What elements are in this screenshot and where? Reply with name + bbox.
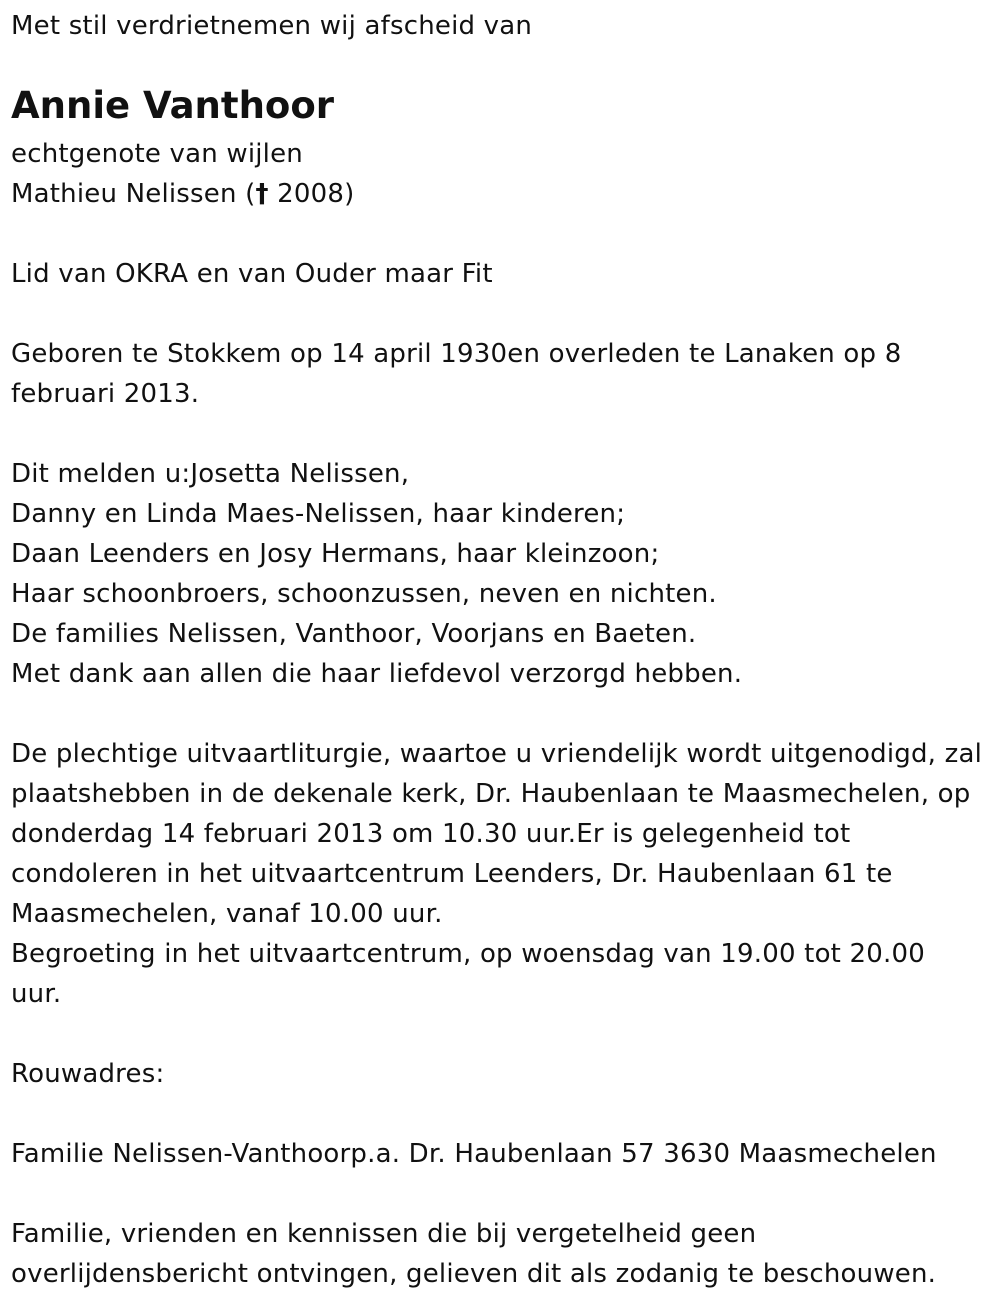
spouse-name — [11, 174, 354, 214]
birth-death-line: Geboren te Stokkem op 14 april 1930en overleden te Lanaken op 8 — [11, 339, 902, 369]
spouse-name-suffix: 2008) — [268, 179, 355, 209]
announcer-line: Haar schoonbroers, schoonzussen, neven en nichten. — [11, 579, 717, 609]
address-label: Rouwadres: — [11, 1059, 165, 1089]
ceremony-line: condoleren in het uitvaartcentrum Leenders, Dr. Haubenlaan 61 te — [11, 859, 893, 889]
birth-death-line: februari 2013. — [11, 379, 200, 409]
announcer-line: Met dank aan allen die haar liefdevol verzorgd hebben. — [11, 659, 743, 689]
announcer-line: Dit melden u:Josetta Nelissen, — [11, 459, 410, 489]
announcer-line: De families Nelissen, Vanthoor, Voorjans en Baeten. — [11, 619, 697, 649]
ceremony-line: uur. — [11, 979, 62, 1009]
spouse-line: echtgenote van wijlen — [11, 139, 303, 169]
cross-icon: † — [255, 179, 269, 209]
deceased-name: Annie Vanthoor — [11, 84, 335, 127]
ceremony-line: Begroeting in het uitvaartcentrum, op woensdag van 19.00 tot 20.00 — [11, 939, 925, 969]
announcer-line: Daan Leenders en Josy Hermans, haar kleinzoon; — [11, 539, 660, 569]
ceremony-line: donderdag 14 februari 2013 om 10.30 uur.Er is gelegenheid tot — [11, 819, 851, 849]
announcer-line: Danny en Linda Maes-Nelissen, haar kinderen; — [11, 499, 626, 529]
ceremony-line: De plechtige uitvaartliturgie, waartoe u vriendelijk wordt uitgenodigd, zal — [11, 739, 983, 769]
address-text: Familie Nelissen-Vanthoorp.a. Dr. Haubenlaan 57 3630 Maasmechelen — [11, 1139, 937, 1169]
ceremony-line: plaatshebben in de dekenale kerk, Dr. Haubenlaan te Maasmechelen, op — [11, 779, 971, 809]
ceremony-line: Maasmechelen, vanaf 10.00 uur. — [11, 899, 443, 929]
closing-line: Familie, vrienden en kennissen die bij vergetelheid geen — [11, 1219, 757, 1249]
membership-text: Lid van OKRA en van Ouder maar Fit — [11, 259, 493, 289]
intro-text: Met stil verdrietnemen wij afscheid van — [11, 11, 533, 41]
spouse-name-prefix: Mathieu Nelissen ( — [11, 179, 256, 209]
closing-line: overlijdensbericht ontvingen, gelieven dit als zodanig te beschouwen. — [11, 1259, 937, 1289]
